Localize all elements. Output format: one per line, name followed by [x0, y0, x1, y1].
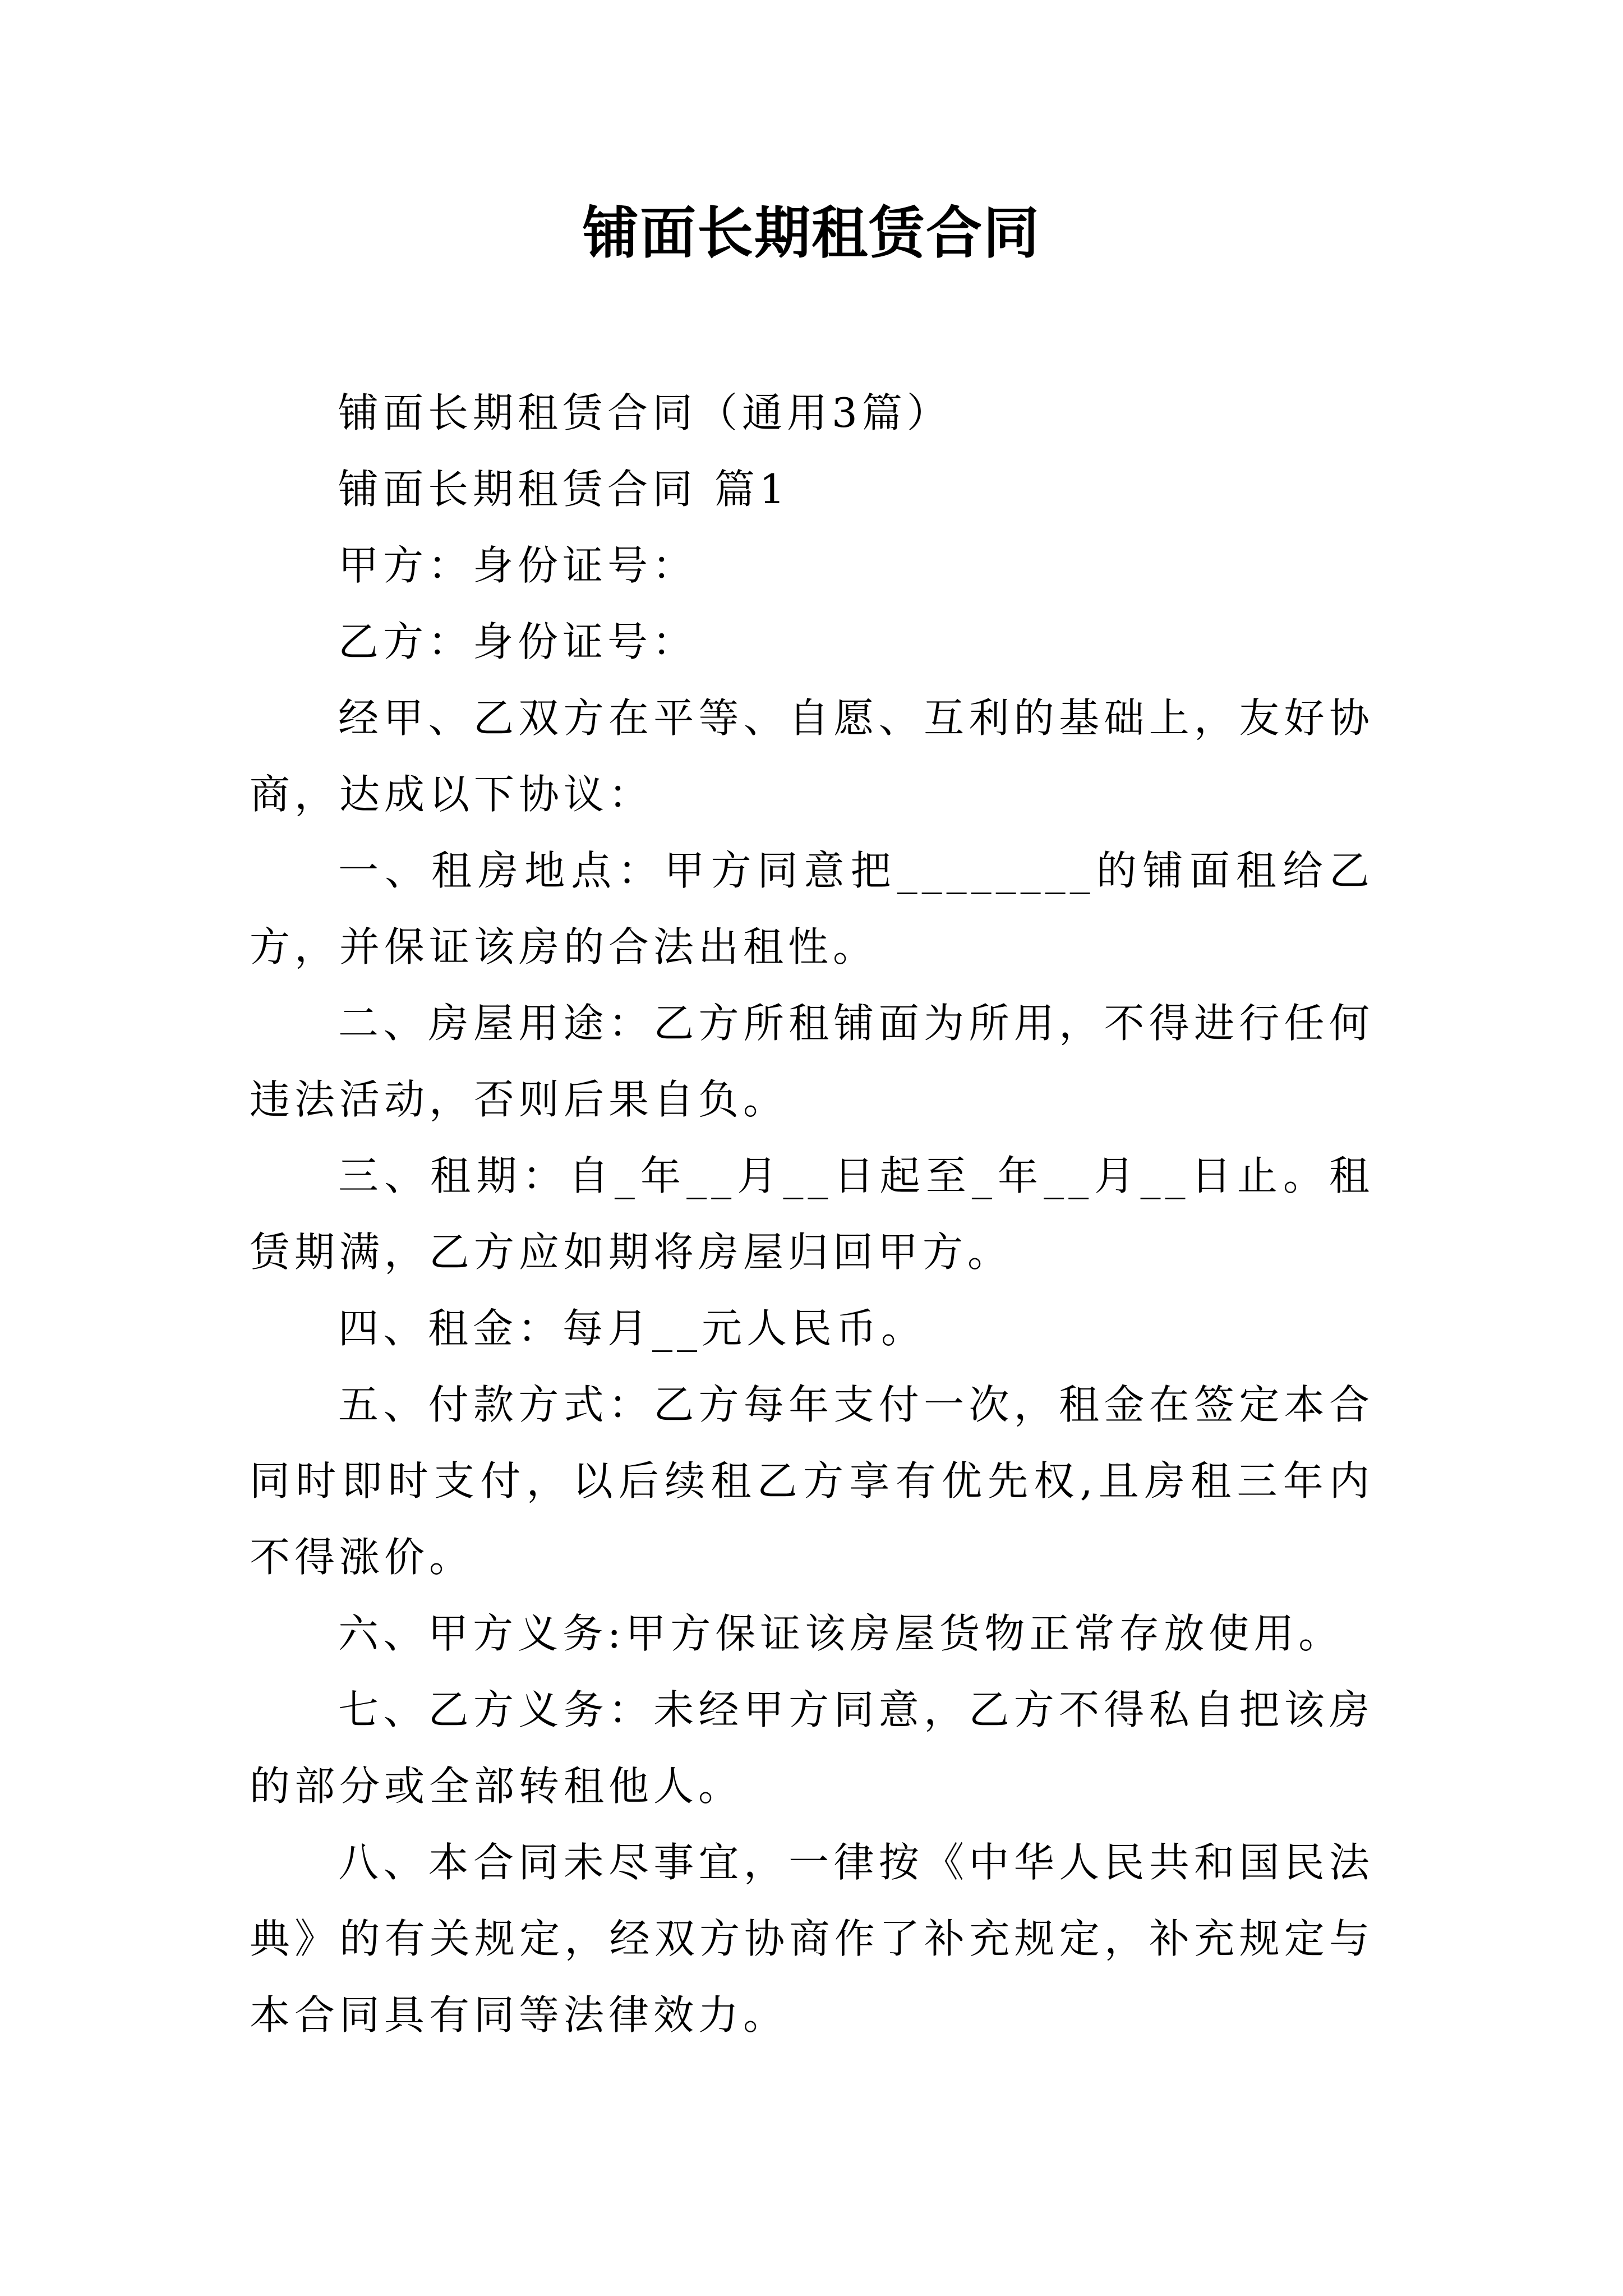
paragraph-clause-6: 六、甲方义务:甲方保证该房屋货物正常存放使用。 — [338, 1610, 1344, 1657]
paragraph-clause-3: 三、租期：自_年__月__日起至_年__月__日止。租赁期满，乙方应如期将房屋归回甲方。 — [250, 1152, 1374, 1276]
paragraph-clause-1: 一、租房地点：甲方同意把________的铺面租给乙方，并保证该房的合法出租性。 — [250, 847, 1374, 970]
paragraph-party-a: 甲方：身份证号： — [338, 542, 698, 589]
paragraph-part-title: 铺面长期租赁合同 篇1 — [338, 466, 790, 513]
paragraph-preamble: 经甲、乙双方在平等、自愿、互利的基础上，友好协商，达成以下协议： — [250, 694, 1374, 818]
paragraph-clause-7: 七、乙方义务：未经甲方同意，乙方不得私自把该房的部分或全部转租他人。 — [250, 1686, 1374, 1810]
paragraph-clause-5: 五、付款方式：乙方每年支付一次，租金在签定本合同时即时支付，以后续租乙方享有优先权,且房租三年内不得涨价。 — [250, 1381, 1374, 1581]
paragraph-party-b: 乙方：身份证号： — [338, 618, 698, 665]
paragraph-clause-8: 八、本合同未尽事宜，一律按《中华人民共和国民法典》的有关规定，经双方协商作了补充规定，补充规定与本合同具有同等法律效力。 — [250, 1839, 1374, 2039]
paragraph-clause-4: 四、租金：每月__元人民币。 — [338, 1305, 926, 1352]
paragraph-heading: 铺面长期租赁合同（通用3篇） — [338, 389, 952, 436]
paragraph-clause-2: 二、房屋用途：乙方所租铺面为所用，不得进行任何违法活动，否则后果自负。 — [250, 1000, 1374, 1123]
document-title: 铺面长期租赁合同 — [583, 200, 1040, 266]
document-body — [250, 375, 1374, 2053]
